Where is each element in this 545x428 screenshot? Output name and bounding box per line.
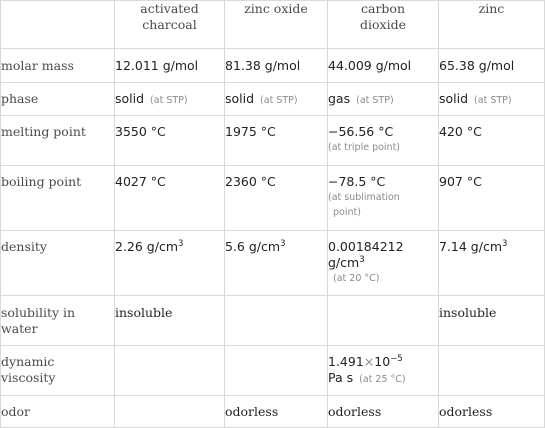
cell-value: −78.5 °C [328, 174, 386, 189]
cell-value [328, 296, 439, 346]
cell-value: 1.491 [328, 354, 364, 369]
table-row-melting-point [1, 116, 545, 166]
table-cell [328, 166, 439, 231]
table-row-phase [1, 83, 545, 116]
table-cell [225, 231, 328, 296]
cell-note: point) [333, 207, 361, 218]
cell-value: 81.38 g/mol [225, 49, 328, 83]
table-cell [439, 83, 545, 116]
cell-value: 907 °C [439, 166, 545, 231]
cell-value: odorless [439, 396, 545, 428]
cell-value: solid [225, 90, 255, 106]
cell-value: 44.009 g/mol [328, 49, 439, 83]
cell-value: insoluble [115, 296, 225, 346]
table-cell [225, 83, 328, 116]
cell-value: 1975 °C [225, 116, 328, 166]
cell-note: (at STP) [260, 94, 298, 106]
table-row-molar-mass [1, 49, 545, 83]
cell-superscript: 3 [502, 239, 508, 249]
table-row-odor [1, 396, 545, 428]
header-row [1, 1, 545, 49]
cell-value: insoluble [439, 296, 545, 346]
row-label: molar mass [1, 49, 115, 83]
table-cell [328, 231, 439, 296]
table-cell [1, 346, 115, 396]
times-symbol: × [363, 354, 375, 369]
cell-note: (at STP) [150, 94, 188, 106]
cell-value: solid [115, 90, 145, 106]
cell-value [225, 296, 328, 346]
cell-value: odorless [225, 396, 328, 428]
table-cell [328, 346, 439, 396]
row-label: water [1, 321, 38, 336]
corner-cell [1, 1, 115, 49]
cell-note: (at STP) [356, 94, 394, 106]
cell-value [439, 346, 545, 396]
cell-value: 12.011 g/mol [115, 49, 225, 83]
cell-value: g/cm [328, 255, 360, 270]
row-label: solubility in [1, 305, 76, 320]
cell-value: 10 [374, 354, 391, 369]
column-header-label: zinc oxide [244, 1, 308, 16]
cell-value: odorless [328, 396, 439, 428]
column-header-zinc-oxide [225, 1, 328, 49]
cell-value [225, 346, 328, 396]
cell-value: 0.00184212 [328, 239, 404, 254]
cell-superscript: −5 [390, 354, 403, 364]
table-cell [115, 231, 225, 296]
cell-value: 3550 °C [115, 116, 225, 166]
cell-superscript: 3 [280, 239, 286, 249]
cell-superscript: 3 [178, 239, 184, 249]
row-label: melting point [1, 116, 115, 166]
column-header-carbon-dioxide [328, 1, 439, 49]
cell-note: (at STP) [474, 94, 512, 106]
cell-value: 5.6 g/cm [225, 239, 281, 254]
column-header-label: carbon dioxide [360, 1, 406, 32]
cell-note: (at triple point) [328, 142, 401, 153]
table-row-solubility [1, 296, 545, 346]
row-label: odor [1, 396, 115, 428]
table-cell [1, 296, 115, 346]
row-label: boiling point [1, 166, 115, 231]
cell-value: 4027 °C [115, 166, 225, 231]
cell-superscript: 3 [359, 255, 365, 265]
column-header-activated-charcoal [115, 1, 225, 49]
row-label: density [1, 231, 115, 296]
cell-value [115, 346, 225, 396]
cell-value: 420 °C [439, 116, 545, 166]
cell-value: Pa s [328, 370, 354, 385]
table-row-dynamic-viscosity [1, 346, 545, 396]
cell-note: (at 25 °C) [359, 374, 406, 385]
table-row-density [1, 231, 545, 296]
cell-value: 7.14 g/cm [439, 239, 503, 254]
column-header-label: zinc [478, 1, 505, 16]
cell-value: 65.38 g/mol [439, 49, 545, 83]
column-header-label: activated charcoal [140, 1, 199, 32]
table-row-boiling-point [1, 166, 545, 231]
cell-value: 2.26 g/cm [115, 239, 179, 254]
cell-value: solid [439, 90, 469, 106]
table-cell [115, 83, 225, 116]
cell-note: (at 20 °C) [333, 273, 380, 284]
column-header-zinc [439, 1, 545, 49]
cell-value [115, 396, 225, 428]
row-label: dynamic [1, 354, 55, 369]
table-cell [328, 116, 439, 166]
cell-note: (at sublimation [328, 192, 400, 203]
table-cell [328, 83, 439, 116]
cell-value: gas [328, 90, 351, 106]
row-label: phase [1, 83, 115, 116]
table-cell [439, 231, 545, 296]
cell-value: −56.56 °C [328, 124, 394, 139]
cell-value: 2360 °C [225, 166, 328, 231]
row-label: viscosity [1, 370, 56, 385]
